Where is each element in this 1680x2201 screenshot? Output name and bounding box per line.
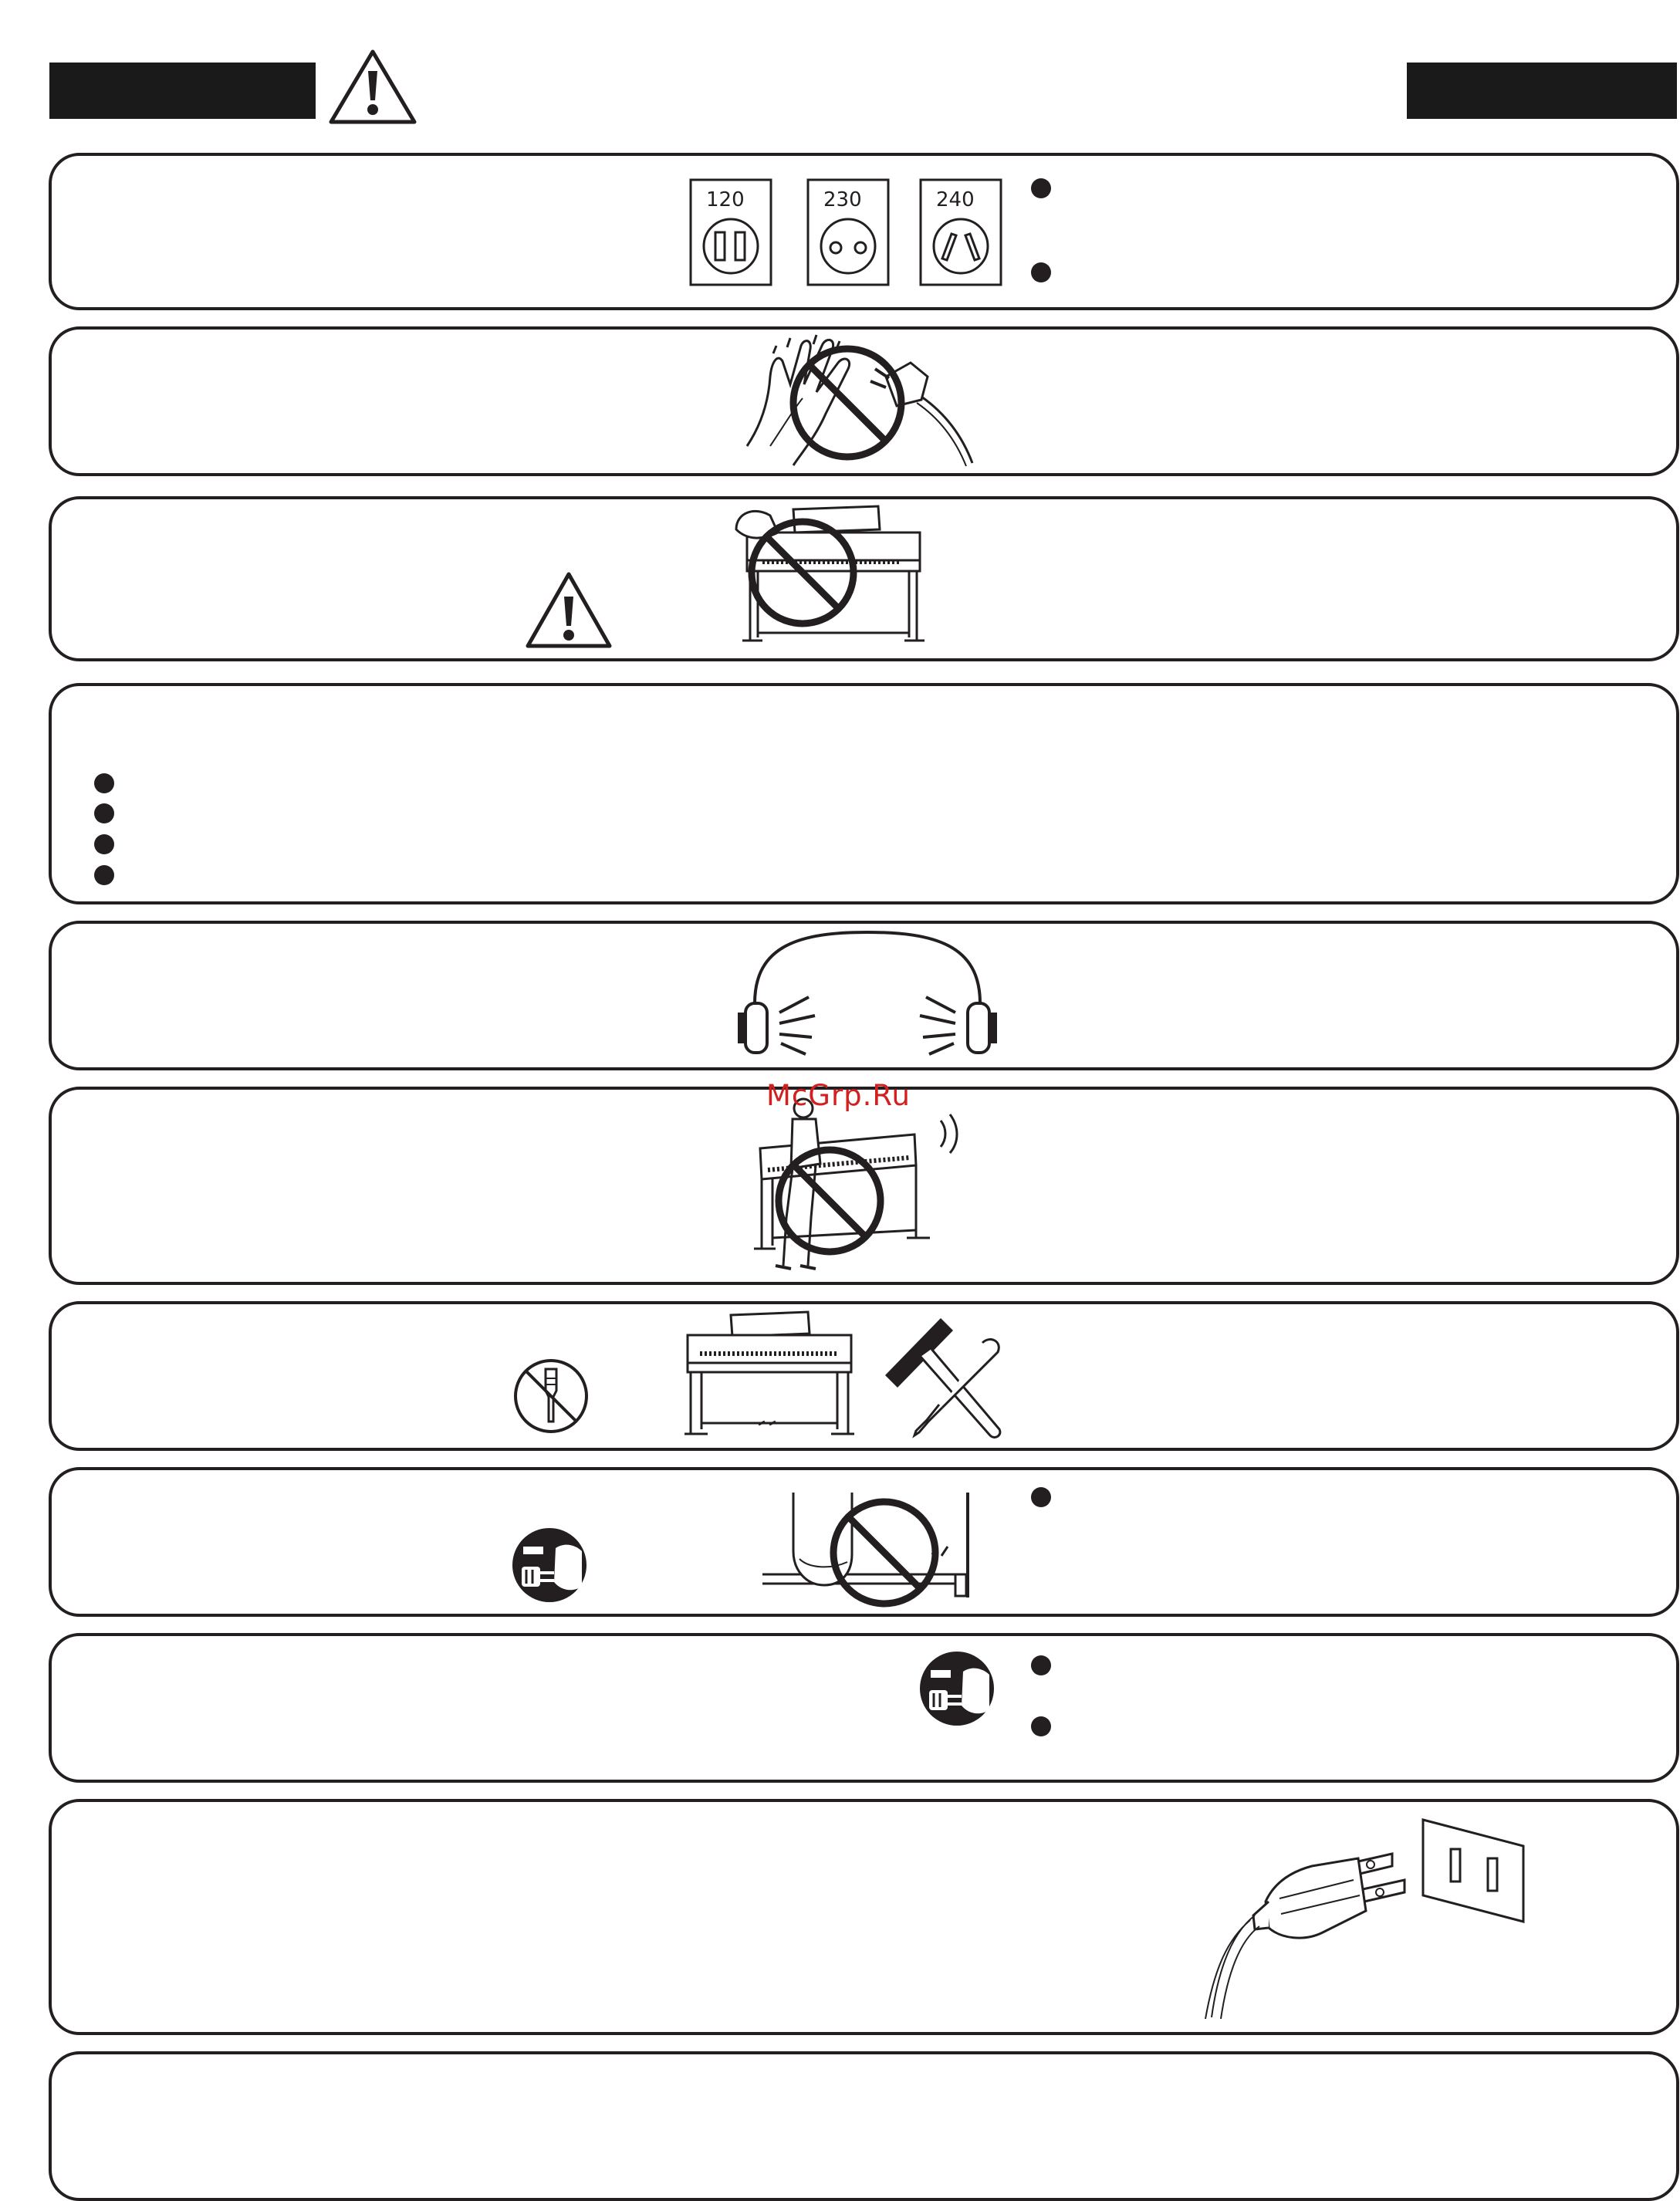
piano-icon (685, 1310, 854, 1439)
plug-and-socket-icon (1188, 1815, 1533, 2025)
bullet (1031, 262, 1051, 282)
unplug-icon (917, 1648, 997, 1729)
outlet-230-icon (806, 178, 890, 286)
warning-triangle-icon (327, 48, 418, 127)
no-disassembly-icon (512, 1357, 590, 1435)
wet-hand-plug-prohibited-icon (739, 330, 1002, 469)
bullet (94, 834, 114, 854)
warning-triangle-icon (524, 570, 614, 651)
section-unplug-abnormal (49, 1633, 1679, 1783)
headphones-icon (732, 929, 1005, 1059)
person-on-piano-prohibited-icon (745, 1094, 968, 1280)
section-no-disassembly (49, 1301, 1679, 1451)
header-right-bar (1407, 63, 1677, 119)
pull-cord-prohibited-icon (762, 1485, 979, 1614)
vase-on-piano-prohibited-icon (732, 502, 932, 656)
watermark-text: McGrp.Ru (766, 1079, 911, 1112)
unplug-icon (509, 1525, 590, 1605)
bullet (94, 865, 114, 885)
outlet-240-label: 240 (936, 188, 975, 211)
outlet-230-label: 230 (823, 188, 862, 211)
bullet (94, 803, 114, 823)
outlet-120-label: 120 (706, 188, 745, 211)
outlet-120-icon (689, 178, 772, 286)
bullet (1031, 1655, 1051, 1675)
tools-icon (874, 1304, 1015, 1445)
section-general (49, 2051, 1679, 2201)
bullet (1031, 1487, 1051, 1507)
bullet (94, 773, 114, 793)
bullet (1031, 1716, 1051, 1736)
header-left-bar (49, 63, 316, 119)
section-placement (49, 683, 1679, 904)
bullet (1031, 178, 1051, 198)
outlet-240-icon (919, 178, 1002, 286)
